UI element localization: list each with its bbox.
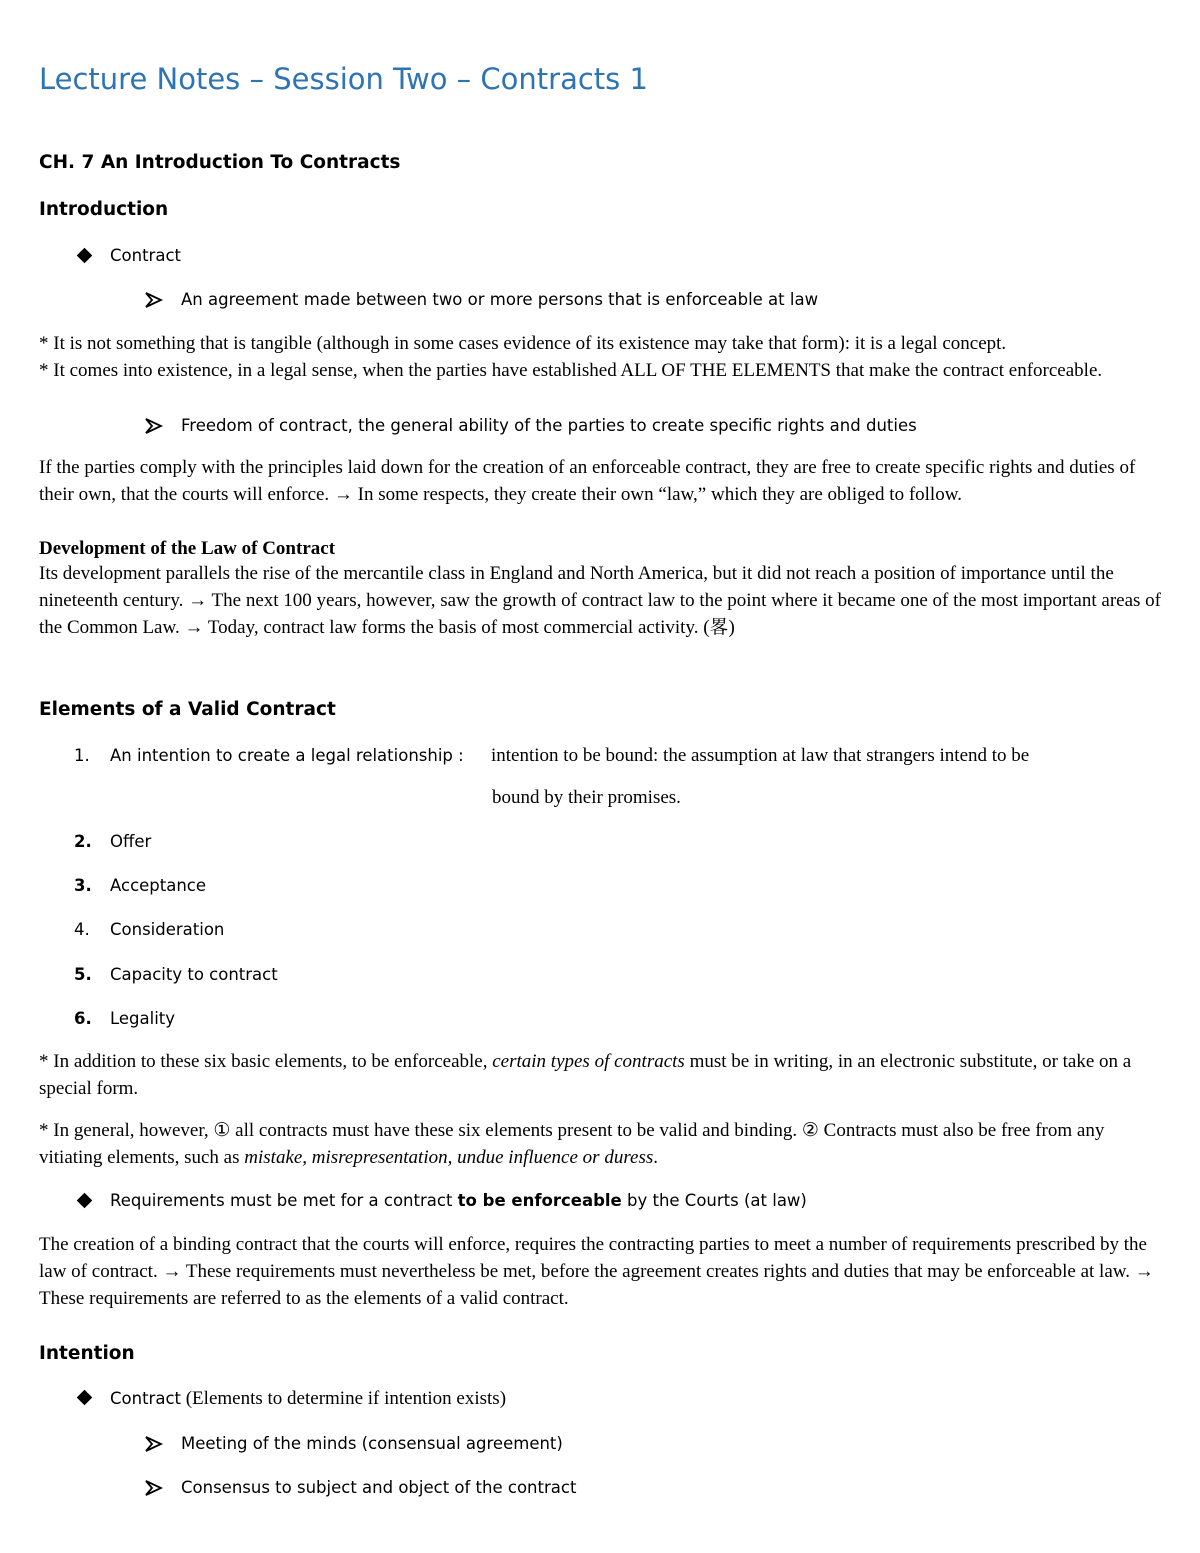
paragraph-requirements: The creation of a binding contract that the courts will enforce, requires the contracting parties to meet a number of requirements prescribed by the law of contract. → These requirements must nevertheless be met, before the agreement creates rights and duties that may be enforceable at law. → These requirements are referred to as the elements of a valid contract. xyxy=(39,1234,1154,1309)
list-number: 5. xyxy=(74,965,92,984)
introduction-heading: Introduction xyxy=(39,199,169,220)
diamond-bullet-icon xyxy=(77,1390,93,1406)
paragraph-freedom: If the parties comply with the principles laid down for the creation of an enforceable contract, they are free to create specific rights and duties of their own, that the courts will enforce. → In some respects, they create their own “law,” which they are obliged to follow. xyxy=(39,457,1136,505)
note-tangible: * It is not something that is tangible (although in some cases evidence of its existence may take that form): it is a legal concept. xyxy=(39,333,1007,354)
element-legality: Legality xyxy=(110,1009,176,1028)
list-number: 3. xyxy=(74,876,92,895)
chapter-heading: CH. 7 An Introduction To Contracts xyxy=(39,152,401,173)
element-capacity: Capacity to contract xyxy=(110,965,278,984)
bullet-requirements: Requirements must be met for a contract to be enforceable by the Courts (at law) xyxy=(110,1191,807,1210)
list-number: 1. xyxy=(74,746,90,765)
bullet-contract: Contract xyxy=(110,246,181,265)
paragraph-development: Its development parallels the rise of the mercantile class in England and North America, but it did not reach a position of importance until the nineteenth century. → The next 100 years, however, saw the growth of contract law to the point where it became one of the most important areas of the Common Law. → Today, contract law forms the basis of most commercial activity. (畧) xyxy=(39,563,1161,638)
element-acceptance: Acceptance xyxy=(110,876,207,895)
intention-heading: Intention xyxy=(39,1343,135,1364)
sub-bullet-agreement: An agreement made between two or more persons that is enforceable at law xyxy=(181,290,819,309)
list-number: 6. xyxy=(74,1009,92,1028)
note-general: * In general, however, ① all contracts must have these six elements present to be valid and binding. ② Contracts must also be free from any vitiating elements, such as mistake, misrepresentation, undue influence or duress. xyxy=(39,1120,1105,1168)
sub-bullet-freedom: Freedom of contract, the general ability of the parties to create specific rights and duties xyxy=(181,416,917,435)
element-intention-label: An intention to create a legal relationship : xyxy=(110,746,464,765)
sub-bullet-consensus: Consensus to subject and object of the contract xyxy=(181,1478,577,1497)
note-existence: * It comes into existence, in a legal sense, when the parties have established ALL OF THE ELEMENTS that make the contract enforceable. xyxy=(39,360,1103,381)
element-intention-detail-cont: bound by their promises. xyxy=(492,787,681,808)
diamond-bullet-icon xyxy=(77,248,93,264)
elements-heading: Elements of a Valid Contract xyxy=(39,699,336,720)
element-consideration: Consideration xyxy=(110,920,225,939)
list-number: 2. xyxy=(74,832,92,851)
sub-bullet-meeting-minds: Meeting of the minds (consensual agreement) xyxy=(181,1434,563,1453)
element-offer: Offer xyxy=(110,832,152,851)
bullet-intention-contract: Contract (Elements to determine if intention exists) xyxy=(110,1388,507,1409)
page-title: Lecture Notes – Session Two – Contracts 1 xyxy=(39,62,648,96)
diamond-bullet-icon xyxy=(77,1193,93,1209)
element-intention-detail: intention to be bound: the assumption at law that strangers intend to be xyxy=(491,745,1030,766)
development-heading: Development of the Law of Contract xyxy=(39,538,336,559)
list-number: 4. xyxy=(74,920,90,939)
note-writing: * In addition to these six basic elements, to be enforceable, certain types of contracts must be in writing, in an electronic substitute, or take on a special form. xyxy=(39,1051,1132,1099)
